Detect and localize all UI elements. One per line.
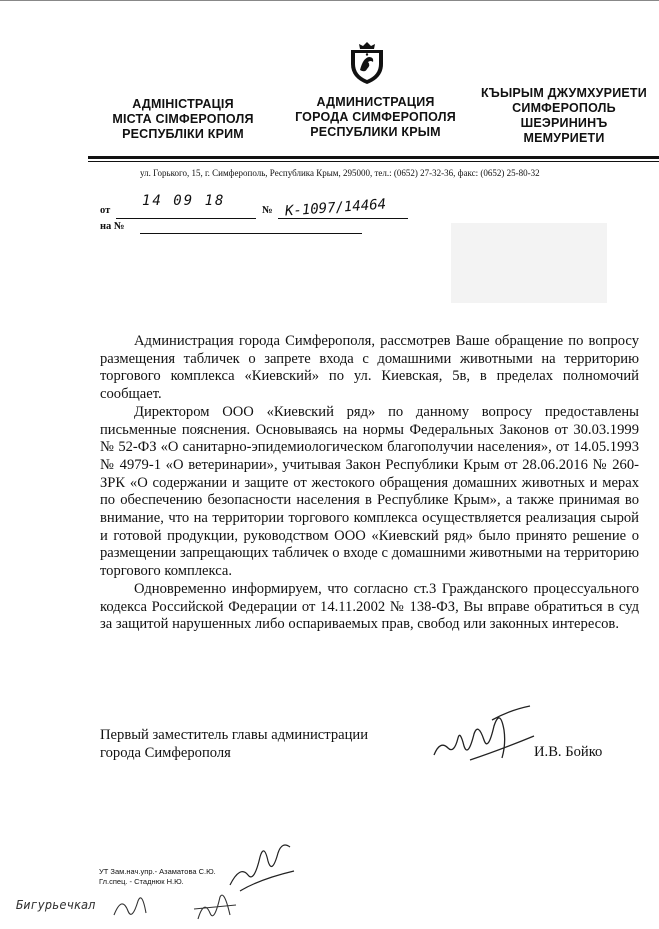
from-label: от [100, 205, 111, 216]
header-ua-line: АДМІНІСТРАЦІЯ [132, 97, 234, 111]
number-handwritten: К-1097/14464 [284, 196, 387, 220]
signatory-name: И.В. Бойко [534, 744, 603, 760]
header-ru-line: РЕСПУБЛИКИ КРЫМ [310, 125, 441, 139]
header-ua-line: РЕСПУБЛІКИ КРИМ [122, 127, 244, 141]
body-paragraph: Директором ООО «Киевский ряд» по данному вопросу предоставлены письменные пояснения. Основываясь на нормы Федеральных Законов от 30.03.1999 № 52-ФЗ «О санитарно-эпидемиологическом благополучии населения», от 14.05.1993 № 4979-1 «О ветеринарии», учитывая Закон Республики Крым от 28.06.2016 № 260-ЗРК «О содержании и защите от жестокого обращения домашних животных и мерах по обеспечению безопасности населения в Республике Крым», а также принимая во внимание, что на территории торгового комплекса осуществляется реализация сырой и готовой продукции, руководством ООО «Киевский ряд» было принято решение о размещении запрещающих табличек о входе с домашними животными на территорию торгового комплекса. [100, 403, 639, 580]
crimea-coat-of-arms-icon [347, 40, 387, 86]
bottom-scribble-mark [110, 885, 250, 925]
header-ct-line: КЪЫРЫМ ДЖУМХУРИЕТИ [481, 86, 647, 100]
header-rule-thick [88, 156, 659, 159]
header-russian [283, 95, 468, 140]
reply-underline [140, 233, 362, 234]
address-line: ул. Горького, 15, г. Симферополь, Республика Крым, 295000, тел.: (0652) 27-32-36, факс: (0652) 25-80-32 [140, 168, 540, 178]
header-ct-line: МЕМУРИЕТИ [523, 131, 605, 145]
header-ru-line: АДМИНИСТРАЦИЯ [316, 95, 435, 109]
header-crimean-tatar [476, 86, 652, 146]
redacted-recipient [451, 223, 607, 303]
signature-mark [430, 700, 540, 770]
date-handwritten: 14 09 18 [142, 193, 226, 209]
scan-edge [0, 0, 659, 1]
number-label: № [262, 205, 273, 216]
header-rule-thin [88, 161, 659, 162]
date-underline [116, 218, 256, 219]
header-ukrainian [108, 97, 258, 142]
body-paragraph: Администрация города Симферополя, рассмотрев Ваше обращение по вопросу размещения табличек о запрете входа с домашними животными на территорию торгового комплекса «Киевский» по ул. Киевская, 5в, в пределах полномочий сообщает. [100, 333, 639, 403]
signatory-title-line: города Симферополя [100, 745, 231, 761]
executors [99, 867, 216, 886]
signatory-title-line: Первый заместитель главы администрации [100, 727, 369, 743]
body-paragraph: Одновременно информируем, что согласно ст.3 Гражданского процессуального кодекса Российской Федерации от 14.11.2002 № 138-ФЗ, Вы вправе обратиться в суд за защитой нарушенных либо оспариваемых прав, свобод или законных интересов. [100, 580, 639, 633]
header-ct-line: ШЕЭРИНИНЪ [520, 116, 608, 130]
header-ru-line: ГОРОДА СИМФЕРОПОЛЯ [295, 110, 456, 124]
executor-line: УТ Зам.нач.упр.- Азаматова С.Ю. [99, 867, 216, 876]
handwritten-note: Бигурьечкал [16, 898, 96, 912]
executor-line: Гл.спец. - Стаднюк Н.Ю. [99, 876, 184, 886]
signatory-title [100, 726, 368, 762]
letter-body [100, 333, 639, 634]
header-ct-line: СИМФЕРОПОЛЬ [512, 101, 616, 115]
header-ua-line: МІСТА СІМФЕРОПОЛЯ [112, 112, 254, 126]
reply-label: на № [100, 221, 125, 232]
